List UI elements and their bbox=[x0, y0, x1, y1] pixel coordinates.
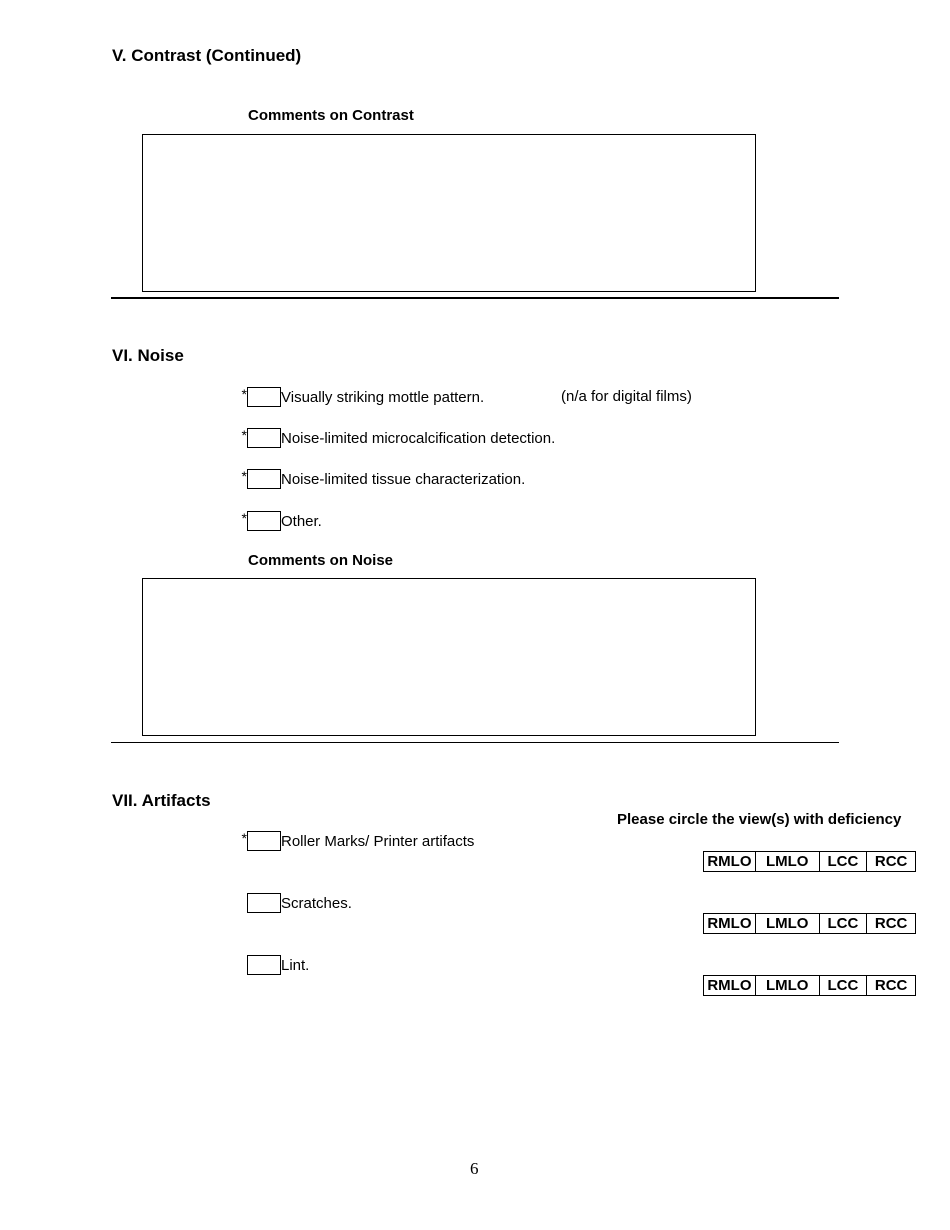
page-number: 6 bbox=[470, 1159, 479, 1178]
required-asterisk: * bbox=[241, 386, 247, 402]
artifact-item-scratches bbox=[240, 892, 352, 914]
noise-microcalcification-checkbox[interactable] bbox=[247, 428, 281, 448]
artifact-lint-label: Lint. bbox=[281, 956, 310, 974]
contrast-section-heading: V. Contrast (Continued) bbox=[112, 46, 302, 65]
view-rcc[interactable]: RCC bbox=[867, 852, 916, 872]
artifact-item-lint bbox=[240, 954, 309, 976]
noise-mottle-label: Visually striking mottle pattern. bbox=[281, 388, 485, 406]
required-asterisk: * bbox=[241, 427, 247, 443]
view-lcc[interactable]: LCC bbox=[819, 976, 867, 996]
noise-tissue-label: Noise-limited tissue characterization. bbox=[281, 470, 526, 488]
contrast-comments-box[interactable] bbox=[142, 134, 756, 292]
section-divider bbox=[111, 742, 839, 743]
view-rmlo[interactable]: RMLO bbox=[704, 976, 756, 996]
noise-other-label: Other. bbox=[281, 512, 322, 530]
noise-other-checkbox[interactable] bbox=[247, 511, 281, 531]
required-asterisk: * bbox=[241, 830, 247, 846]
noise-item-mottle bbox=[240, 386, 484, 408]
artifact-roller-marks-label: Roller Marks/ Printer artifacts bbox=[281, 832, 475, 850]
noise-item-tissue bbox=[240, 468, 525, 490]
noise-microcalcification-label: Noise-limited microcalcification detection. bbox=[281, 429, 556, 447]
noise-mottle-checkbox[interactable] bbox=[247, 387, 281, 407]
noise-section-heading: VI. Noise bbox=[112, 346, 184, 365]
view-rcc[interactable]: RCC bbox=[867, 976, 916, 996]
required-asterisk: * bbox=[241, 468, 247, 484]
artifact-lint-checkbox[interactable] bbox=[247, 955, 281, 975]
noise-item-microcalcification bbox=[240, 427, 555, 449]
view-lcc[interactable]: LCC bbox=[819, 852, 867, 872]
contrast-comments-label: Comments on Contrast bbox=[248, 107, 414, 124]
artifact-roller-marks-views bbox=[703, 851, 916, 872]
noise-item-other bbox=[240, 510, 322, 532]
artifact-lint-views bbox=[703, 975, 916, 996]
noise-tissue-checkbox[interactable] bbox=[247, 469, 281, 489]
view-lmlo[interactable]: LMLO bbox=[755, 852, 819, 872]
artifacts-instruction: Please circle the view(s) with deficiency bbox=[617, 811, 902, 828]
view-lmlo[interactable]: LMLO bbox=[755, 914, 819, 934]
artifact-scratches-label: Scratches. bbox=[281, 894, 352, 912]
artifact-scratches-checkbox[interactable] bbox=[247, 893, 281, 913]
view-rmlo[interactable]: RMLO bbox=[704, 914, 756, 934]
artifact-scratches-views bbox=[703, 913, 916, 934]
artifacts-section-heading: VII. Artifacts bbox=[112, 791, 211, 810]
required-asterisk: * bbox=[241, 510, 247, 526]
view-lmlo[interactable]: LMLO bbox=[755, 976, 819, 996]
noise-comments-box[interactable] bbox=[142, 578, 756, 736]
noise-comments-label: Comments on Noise bbox=[248, 552, 394, 569]
view-rmlo[interactable]: RMLO bbox=[704, 852, 756, 872]
noise-mottle-note: (n/a for digital films) bbox=[561, 388, 692, 405]
view-rcc[interactable]: RCC bbox=[867, 914, 916, 934]
view-lcc[interactable]: LCC bbox=[819, 914, 867, 934]
section-divider bbox=[111, 297, 839, 299]
artifact-item-roller-marks bbox=[240, 830, 474, 852]
artifact-roller-marks-checkbox[interactable] bbox=[247, 831, 281, 851]
